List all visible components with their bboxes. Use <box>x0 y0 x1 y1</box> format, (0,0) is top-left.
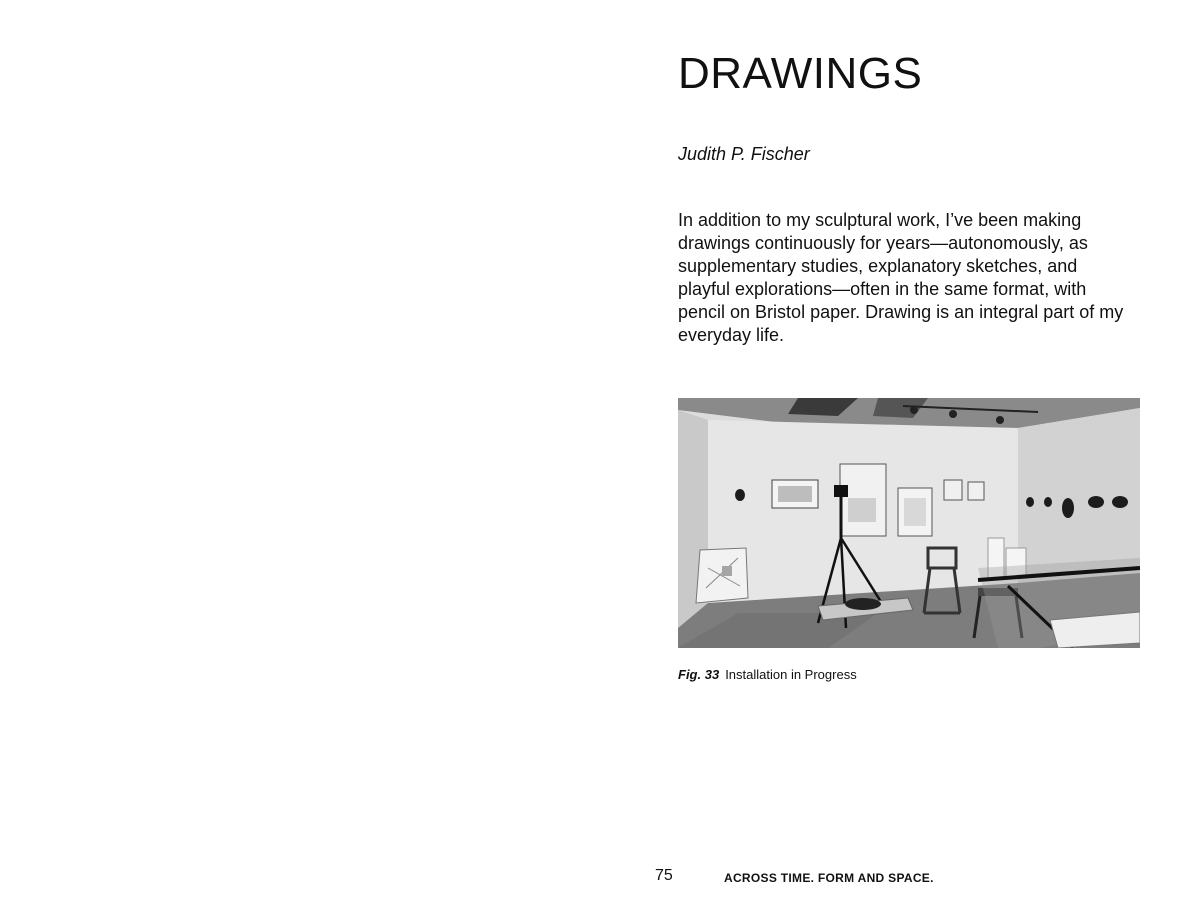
page-number: 75 <box>655 867 673 884</box>
running-footer-title: ACROSS TIME. FORM AND SPACE. <box>724 871 934 885</box>
figure-caption-text: Installation in Progress <box>725 667 857 682</box>
installation-photo <box>678 398 1140 648</box>
right-page <box>600 0 1200 923</box>
gallery-photo-illustration <box>678 398 1140 648</box>
chapter-title: DRAWINGS <box>678 49 923 98</box>
figure-caption <box>678 666 857 684</box>
author-name: Judith P. Fischer <box>678 144 810 164</box>
figure-label: Fig. 33 <box>678 667 720 682</box>
body-paragraph: In addition to my sculptural work, I’ve been making drawings continuously for years—autonomously, as supplementary studies, explanatory sketches, and playful explorations—often in the same format, with pencil on Bristol paper. Drawing is an integral part of my everyday life. <box>678 210 1124 345</box>
